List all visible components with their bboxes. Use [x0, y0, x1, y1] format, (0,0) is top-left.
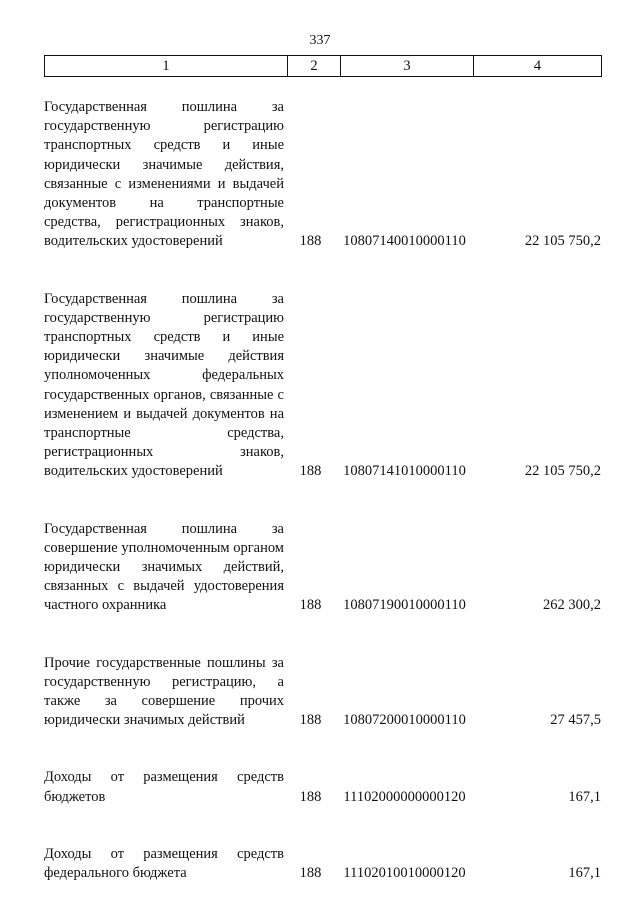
- column-header-4: 4: [474, 56, 602, 77]
- row-kbk: 10807141010000110: [343, 463, 466, 480]
- row-description: Доходы от размещения средств федерального бюджета: [44, 845, 284, 882]
- table-row: [44, 845, 601, 883]
- row-admin-code: 188: [299, 233, 322, 250]
- table-row: [44, 98, 601, 252]
- row-admin-code: 188: [299, 865, 322, 882]
- column-header-1: 1: [45, 56, 288, 77]
- row-kbk: 10807200010000110: [343, 712, 466, 729]
- row-amount: 22 105 750,2: [524, 233, 601, 250]
- table-row: [44, 654, 601, 731]
- row-description: Государственная пошлина за государственную регистрацию транспортных средств и иные юридически значимые действия, связанные с изменениями и выдачей документов на транспортные средства, регистрационных знаков, водительских удостоверений: [44, 99, 284, 250]
- row-kbk: 11102000000000120: [343, 788, 466, 805]
- row-description: Прочие государственные пошлины за государственную регистрацию, а также за совершение прочих юридически значимых действий: [44, 654, 284, 729]
- row-amount: 167,1: [568, 788, 601, 805]
- table-body: [44, 98, 601, 883]
- row-amount: 22 105 750,2: [524, 463, 601, 480]
- row-admin-code: 188: [299, 788, 322, 805]
- row-kbk: 11102010010000120: [343, 865, 466, 882]
- table-row: [44, 520, 601, 616]
- row-admin-code: 188: [299, 463, 322, 480]
- column-header-2: 2: [288, 56, 341, 77]
- row-amount: 262 300,2: [543, 597, 601, 614]
- row-amount: 167,1: [568, 865, 601, 882]
- row-kbk: 10807140010000110: [343, 233, 466, 250]
- page-number: 337: [309, 33, 331, 48]
- table-row: [44, 290, 601, 482]
- column-header-table: [44, 55, 602, 77]
- row-description: Государственная пошлина за государственную регистрацию транспортных средств и иные юридически значимые действия уполномоченных федеральных государственных органов, связанные с изменением и выдачей документов на транспортные средства, регистрационных знаков, водительских удостоверений: [44, 290, 284, 480]
- row-amount: 27 457,5: [550, 712, 601, 729]
- row-admin-code: 188: [299, 597, 322, 614]
- row-description: Государственная пошлина за совершение уполномоченным органом юридически значимых действий, связанных с выдачей удостоверения частного охранника: [44, 520, 284, 614]
- row-admin-code: 188: [299, 712, 322, 729]
- column-header-3: 3: [341, 56, 474, 77]
- row-description: Доходы от размещения средств бюджетов: [44, 769, 284, 805]
- row-kbk: 10807190010000110: [343, 597, 466, 614]
- column-header-row: [45, 56, 602, 77]
- table-row: [44, 768, 601, 806]
